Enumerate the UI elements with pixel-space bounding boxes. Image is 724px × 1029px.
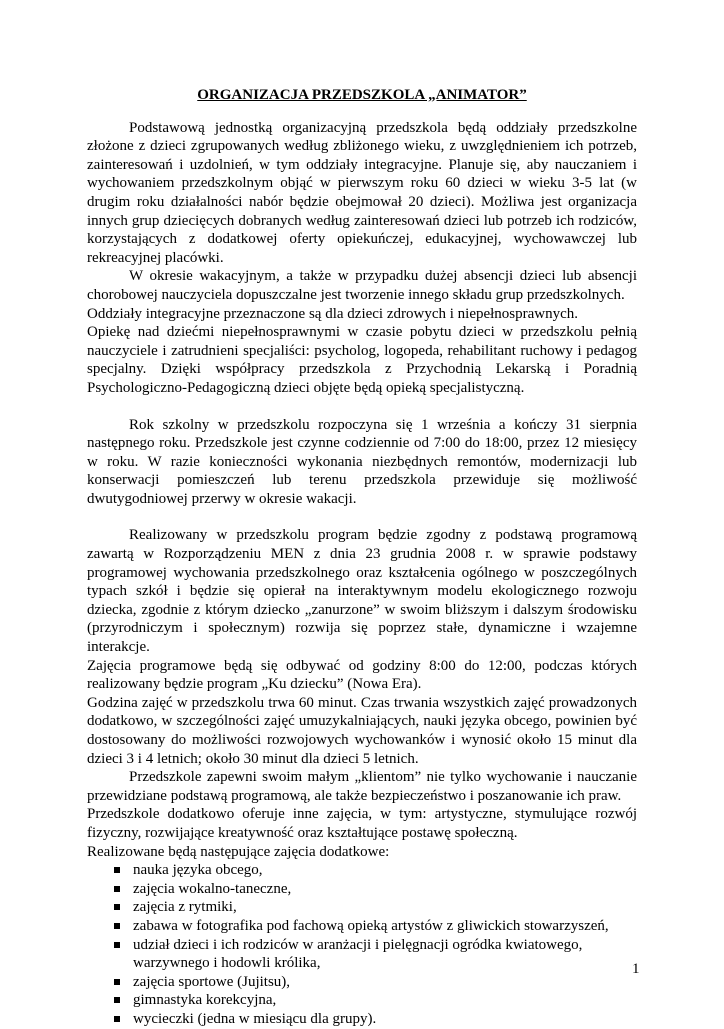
paragraph-clients: Przedszkole zapewni swoim małym „klientom” nie tylko wychowanie i nauczanie przewidziane podstawą programową, ale także bezpieczeństwo i poszanowanie ich praw.	[87, 769, 637, 804]
square-bullet-icon	[114, 997, 120, 1003]
paragraph-integration-groups: Oddziały integracyjne przeznaczone są dla dzieci zdrowych i niepełnosprawnych.	[87, 305, 579, 322]
list-item-text: wycieczki (jedna w miesiącu dla grupy).	[133, 1010, 377, 1027]
square-bullet-icon	[114, 867, 120, 873]
list-item	[87, 861, 637, 880]
list-item	[87, 973, 637, 992]
list-item-text: zajęcia z rytmiki,	[133, 899, 237, 916]
paragraph-organization-units: Podstawową jednostką organizacyjną przedszkola będą oddziały przedszkolne złożone z dzieci zgrupowanych według zbliżonego wieku, z uwzględnieniem ich potrzeb, zainteresowań i uzdolnień, w tym oddziały integracyjne. Planuje się, aby nauczaniem i wychowaniem przedszkolnym objąć w pierwszym roku 60 dzieci w wieku 3-5 lat (w drugim roku działalności nabór będzie obejmował 20 dzieci). Możliwa jest organizacja innych grup dziecięcych dobranych według zainteresowań dzieci lub potrzeb ich rodziców, korzystających z dodatkowej oferty opiekuńczej, edukacyjnej, wychowawczej lub rekreacyjnej placówki.	[87, 119, 637, 266]
square-bullet-icon	[114, 923, 120, 929]
square-bullet-icon	[114, 904, 120, 910]
paragraph-lesson-duration: Godzina zajęć w przedszkolu trwa 60 minut. Czas trwania wszystkich zajęć prowadzonych dodatkowo, w szczególności zajęć umuzykalniających, nauki języka obcego, powinien być dostosowany do możliwości rozwojowych wychowanków i wynosić około 15 minut dla dzieci 3 i 4 letnich; około 30 minut dla dzieci 5 letnich.	[87, 694, 637, 767]
square-bullet-icon	[114, 886, 120, 892]
list-item	[87, 880, 637, 899]
list-item-text: zabawa w fotografika pod fachową opieką artystów z gliwickich stowarzyszeń,	[133, 917, 609, 934]
list-item	[87, 991, 637, 1010]
square-bullet-icon	[114, 979, 120, 985]
list-item-text: udział dzieci i ich rodziców w aranżacji i pielęgnacji ogródka kwiatowego, warzywnego i hodowli królika,	[133, 936, 583, 972]
list-item	[87, 1010, 637, 1029]
document-title: ORGANIZACJA PRZEDSZKOLA „ANIMATOR”	[197, 87, 527, 103]
paragraph-holiday-groups: W okresie wakacyjnym, a także w przypadku dużej absencji dzieci lub absencji chorobowej nauczyciela dopuszczalne jest tworzenie innego składu grup przedszkolnych.	[87, 268, 637, 303]
activities-list	[87, 861, 637, 1028]
paragraph-program-basis: Realizowany w przedszkolu program będzie zgodny z podstawą programową zawartą w Rozporządzeniu MEN z dnia 23 grudnia 2008 r. w sprawie podstawy programowej wychowania przedszkolnego oraz kształcenia ogólnego w poszczególnych typach szkół i będzie się opierał na interaktywnym modelu ekologicznego rozwoju dziecka, zgodnie z którym dziecko „zanurzone” w swoim bliższym i dalszym środowisku (przyrodniczym i społecznym) rozwija się poprzez stałe, dynamiczne i wzajemne interakcje.	[87, 527, 637, 656]
list-item-text: nauka języka obcego,	[133, 862, 263, 879]
document-body	[87, 86, 637, 1029]
paragraph-special-care: Opiekę nad dziećmi niepełnosprawnymi w czasie pobytu dzieci w przedszkolu pełnią nauczyciele i zatrudnieni specjaliści: psycholog, logopeda, rehabilitant ruchowy i pedagog specjalny. Dzięki współpracy przedszkola z Przychodnią Lekarską i Poradnią Psychologiczno-Pedagogiczną dzieci objęte będą opieką specjalistyczną.	[87, 324, 637, 396]
list-item	[87, 936, 637, 973]
list-item-text: zajęcia sportowe (Jujitsu),	[133, 973, 291, 990]
list-item	[87, 898, 637, 917]
list-item	[87, 917, 637, 936]
list-item-text: zajęcia wokalno-taneczne,	[133, 880, 292, 897]
paragraph-program-hours: Zajęcia programowe będą się odbywać od godziny 8:00 do 12:00, podczas których realizowany będzie program „Ku dziecku” (Nowa Era).	[87, 657, 637, 693]
square-bullet-icon	[114, 1016, 120, 1022]
page-number: 1	[632, 961, 640, 977]
list-item-text: gimnastyka korekcyjna,	[133, 992, 277, 1009]
paragraph-activities-intro: Realizowane będą następujące zajęcia dodatkowe:	[87, 843, 390, 860]
square-bullet-icon	[114, 942, 120, 948]
paragraph-additional-offer: Przedszkole dodatkowo oferuje inne zajęcia, w tym: artystyczne, stymulujące rozwój fizyczny, rozwijające kreatywność oraz kształtujące postawę społeczną.	[87, 806, 637, 841]
paragraph-school-year: Rok szkolny w przedszkolu rozpoczyna się 1 września a kończy 31 sierpnia następnego roku. Przedszkole jest czynne codziennie od 7:00 do 18:00, przez 12 miesięcy w roku. W razie konieczności wykonania niezbędnych remontów, modernizacji lub konserwacji pomieszczeń lub terenu przedszkola przewiduje się możliwość dwutygodniowej przerwy w okresie wakacji.	[87, 416, 637, 507]
